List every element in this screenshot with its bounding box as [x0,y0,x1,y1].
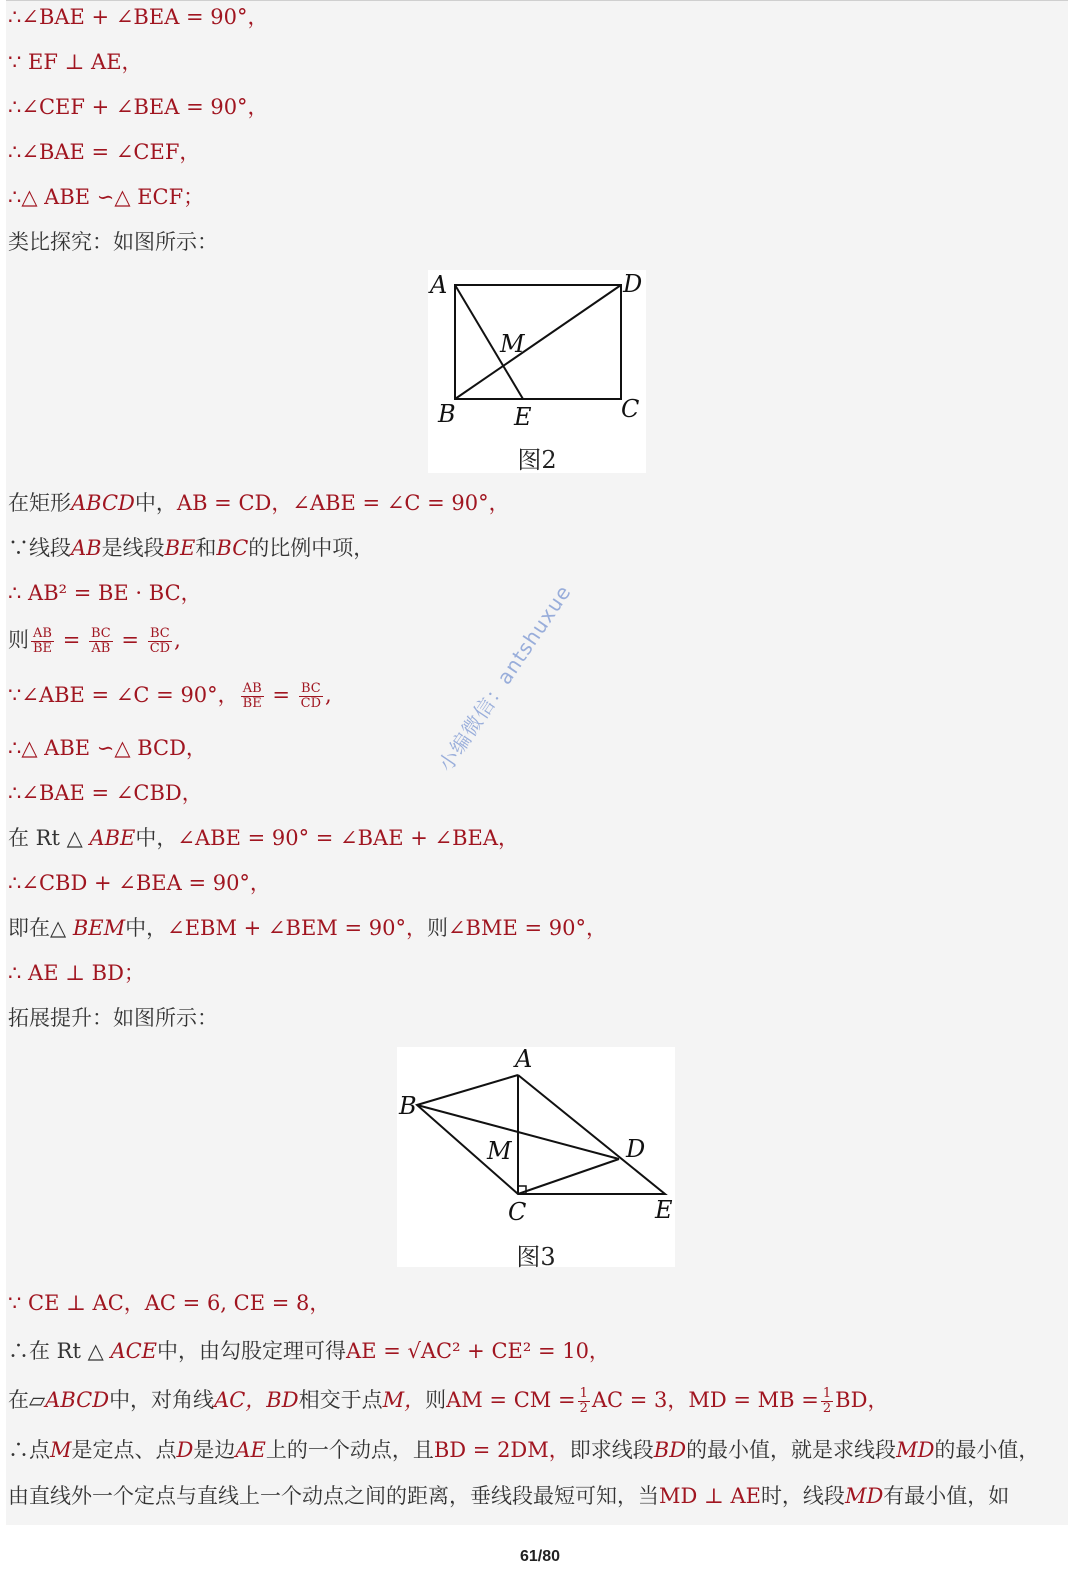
heading-text: 拓展提升：如图所示： [8,1006,218,1030]
line-1: ∴∠BAE + ∠BEA = 90°， [8,5,269,29]
text-cn: 由直线外一个定点与直线上一个动点之间的距离，垂线段最短可知，当 [8,1484,659,1508]
section-heading-analogy [8,227,218,257]
heading-text: 类比探究：如图所示： [8,230,218,254]
line-9: ∴ AB² = BE · BC， [8,581,202,605]
denominator: BE [242,696,262,711]
figure-3 [397,1047,675,1271]
math-m: M [50,1438,72,1462]
text-cn: 的最小值， [934,1438,1040,1462]
text-cn: 在▱ [8,1388,46,1412]
label-m: M [500,330,525,358]
line-16 [8,913,607,943]
line-17: ∴ AE ⊥ BD； [8,961,145,985]
line-21 [8,1385,888,1416]
text-cn: 相交于点 [298,1388,383,1412]
line-22 [8,1435,1039,1465]
text-cn: ∴点 [8,1438,50,1462]
math-expr: ∠ABE = 90° = ∠BAE + ∠BEA， [177,826,520,850]
line-14 [8,823,519,853]
fraction [31,627,54,656]
section-heading-extension [8,1003,218,1033]
math-abcd: ABCD [45,1388,110,1412]
line-10: 则 $\frac{AB}{BE}$ = $\frac{BC}{AB}$ = $\frac{BC}{CD}$ , [8,626,181,656]
text-cn: 中， [135,826,178,850]
numerator: BC [91,626,111,641]
text-cn: 即求线段 [569,1438,654,1462]
math-expr: MD ⊥ AE [659,1484,761,1508]
denominator: CD [300,696,322,711]
figure-3-diagram [397,1047,675,1267]
fraction [299,682,323,711]
fraction [241,682,264,711]
denominator: 2 [579,1401,588,1416]
line-20 [8,1336,610,1366]
denominator: BE [33,641,53,656]
watermark: 小编微信：antshuxue [433,580,576,776]
text-cn: 时，线段 [760,1484,845,1508]
math-bc: BC [216,536,249,560]
numerator: 1 [822,1386,832,1401]
math-bd: BD [653,1438,687,1462]
figure-3-caption: 图3 [516,1243,556,1271]
line-8 [8,533,374,563]
label-e: E [655,1196,673,1224]
text-cn: 则 [425,1388,447,1412]
text-cn: 即在△ [8,916,67,940]
denominator: CD [149,641,171,656]
text-cn: 是定点、点 [71,1438,177,1462]
numerator: BC [299,682,323,697]
math-expr: BD = 2DM， [433,1438,570,1462]
line-2: ∵ EF ⊥ AE， [8,50,143,74]
label-b: B [438,400,456,428]
text-cn: 在矩形 [8,491,71,515]
math-expr: ∠EBM + ∠BEM = 90°， [167,916,427,940]
text-cn: 则 [8,628,29,652]
math-expr: AE = √AC² + CE² = 10， [346,1339,610,1363]
fraction [89,627,113,656]
text-cn: 有最小值，如 [883,1484,1010,1508]
math-expr: ∠BME = 90°， [447,916,607,940]
label-c: C [621,395,640,423]
text-cn: 是边 [193,1438,236,1462]
math-expr: AC = 3， [591,1388,689,1412]
text-cn: 中， [134,491,177,515]
text-cn: 是线段 [101,536,165,560]
math-ab: AB [71,536,102,560]
text-cn: 的比例中项， [248,536,375,560]
label-d: D [623,270,643,298]
math-ace: ACE [110,1339,158,1363]
label-a: A [515,1047,533,1073]
text-cn: ∵线段 [8,536,71,560]
text-cn: 上的一个动点，且 [265,1438,434,1462]
math-expr: BD， [835,1388,889,1412]
fraction-half [578,1387,590,1416]
text-cn: 中，对角线 [109,1388,215,1412]
segment-bd [455,285,621,399]
math-md: MD [844,1484,884,1508]
label-d: D [626,1135,646,1163]
line-15: ∴∠CBD + ∠BEA = 90°， [8,871,271,895]
math-bem: BEM [72,916,126,940]
math-d: D [176,1438,194,1462]
math-expr: AM = CM = [446,1388,576,1412]
text-cn: 在 Rt △ [8,826,83,850]
line-11: ∵∠ABE = ∠C = 90°， $\frac{AB}{BE}$ = $\frac{BC}{CD}$ , [8,681,332,711]
fraction-half [821,1387,833,1416]
math-be: BE [164,536,196,560]
label-m: M [487,1137,512,1165]
math-abcd: ABCD [71,491,135,515]
line-4: ∴∠BAE = ∠CEF， [8,140,201,164]
page-number: 61/80 [519,1548,561,1565]
numerator: AB [31,627,54,642]
label-b: B [399,1092,417,1120]
numerator: AB [241,682,264,697]
segment-cd [518,1159,619,1194]
label-c: C [508,1198,527,1226]
math-ae: AE [235,1438,266,1462]
math-md: MD [896,1438,935,1462]
line-19: ∵ CE ⊥ AC，AC = 6, CE = 8， [8,1291,331,1315]
text-cn: 中，由勾股定理可得 [157,1339,347,1363]
line-13: ∴∠BAE = ∠CBD， [8,781,203,805]
denominator: 2 [822,1401,832,1416]
fraction [148,627,172,656]
line-3: ∴∠CEF + ∠BEA = 90°， [8,95,269,119]
text-cn: 中， [125,916,168,940]
label-a: A [430,271,448,299]
line-5: ∴△ ABE ∽△ ECF； [8,185,205,209]
text-cn: 和 [195,536,217,560]
numerator: 1 [579,1386,588,1401]
line-12: ∴△ ABE ∽△ BCD， [8,736,207,760]
text-cn: 则 [426,916,448,940]
top-divider [6,0,1068,1]
figure-2-caption: 图2 [517,446,557,474]
figure-2 [428,270,646,473]
line-7 [8,488,510,518]
math-ac-bd: AC，BD [214,1388,299,1412]
math-expr: ∵∠ABE = ∠C = 90°， [8,683,239,707]
numerator: BC [148,627,172,642]
math-expr: AB = CD，∠ABE = ∠C = 90°， [176,491,510,515]
text-cn: ∴在 Rt △ [8,1339,104,1363]
math-expr: MD = MB = [688,1388,819,1412]
denominator: AB [91,641,111,656]
math-abe: ABE [89,826,136,850]
line-23 [8,1481,1009,1511]
label-e: E [514,403,532,431]
text-cn: 的最小值，就是求线段 [686,1438,897,1462]
math-m: M， [382,1388,426,1412]
